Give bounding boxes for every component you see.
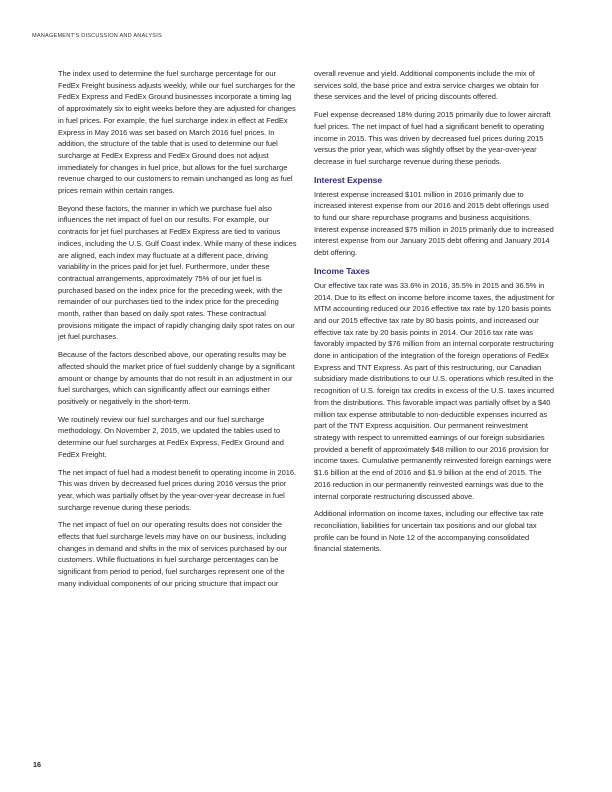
paragraph-fuel-expense-2015: Fuel expense decreased 18% during 2015 primarily due to lower aircraft fuel prices. The net impact of fuel had a significant benefit to operating income in 2015. This was driven by decreased fuel prices during 2015 versus the prior year, which was slightly offset by the year-over-year decrease in fuel surcharge revenue during these periods.: [314, 110, 551, 166]
paragraph-surcharge-review: We routinely review our fuel surcharges and our fuel surcharge methodology. On November 2, 2015, we updated the tables used to determine our fuel surcharges at FedEx Express, FedEx Ground and FedEx Freight.: [58, 414, 284, 459]
heading-income-taxes: Income Taxes: [314, 265, 370, 276]
left-column: [58, 68, 297, 596]
paragraph-interest-expense: Interest expense increased $101 million in 2016 primarily due to increased interest expense from our 2016 and 2015 debt offerings used to fund our share repurchase programs and business acquisitions. Interest expense increased $75 million in 2015 primarily due to increased interest expense from our January 2015 debt offering and January 2014 debt offering.: [314, 189, 554, 258]
heading-interest-expense: Interest Expense: [314, 174, 383, 185]
paragraph-additional-tax-info: Additional information on income taxes, including our effective tax rate reconciliation, liabilities for uncertain tax positions and our global tax profile can be found in Note 12 of the accompanying consolidated financial statements.: [314, 509, 544, 554]
paragraph-net-impact-2016: The net impact of fuel had a modest benefit to operating income in 2016. This was driven by decreased fuel prices during 2016 versus the prior year, which was partially offset by the year-over-year decrease in fuel surcharge revenue during these periods.: [58, 467, 297, 512]
paragraph-fuel-purchasing: Beyond these factors, the manner in which we purchase fuel also influences the net impact of fuel on our results. For example, our contracts for jet fuel purchases at FedEx Express are tied to various indices, including the U.S. Gulf Coast index. While many of these indices are aligned, each index may fluctuate at a different pace, driving variability in the prices paid for jet fuel. Furthermore, under these contractual arrangements, approximately 75% of our jet fuel is purchased based on the index price for the preceding week, with the remainder of our purchases tied to the index price for the preceding month, rather than based on daily spot rates. These contractual provisions mitigate the impact of rapidly changing daily spot rates on our jet fuel purchases.: [58, 203, 297, 342]
paragraph-fuel-index: The index used to determine the fuel surcharge percentage for our FedEx Freight business adjusts weekly, while our fuel surcharges for the FedEx Express and FedEx Ground businesses incorporate a timing lag of approximately six to eight weeks before they are adjusted for changes in fuel prices. For example, the fuel surcharge index in effect at FedEx Express in May 2016 was set based on March 2016 fuel prices. In addition, the structure of the table that is used to determine our fuel surcharge at FedEx Express and FedEx Ground does not adjust immediately for changes in fuel price, but allows for the fuel surcharge revenue charged to our customers to remain unchanged as long as fuel prices remain within certain ranges.: [58, 69, 296, 196]
section-header: MANAGEMENT’S DISCUSSION AND ANALYSIS: [32, 33, 162, 39]
paragraph-revenue-yield: overall revenue and yield. Additional components include the mix of services sold, the base price and extra service charges we obtain for these services and the level of pricing discounts offered.: [314, 69, 539, 102]
paragraph-operating-results: Because of the factors described above, our operating results may be affected should the market price of fuel suddenly change by a significant amount or change by amounts that do not result in an adjustment in our fuel surcharges, which can significantly affect our earnings either positively or negatively in the short-term.: [58, 350, 295, 406]
paragraph-net-impact-effects: The net impact of fuel on our operating results does not consider the effects that fuel surcharge levels may have on our business, including changes in demand and shifts in the mix of services purchased by our customers. While fluctuations in fuel surcharge percentages can be significant from period to period, fuel surcharges represent one of the many individual components of our pricing structure that impact our: [58, 520, 288, 588]
paragraph-effective-tax-rate: Our effective tax rate was 33.6% in 2016, 35.5% in 2015 and 36.5% in 2014. Due to its effect on income before income taxes, the adjustment for MTM accounting reduced our 2016 effective tax rate by 120 basis points and our 2015 effective tax rate by 80 basis points, and increased our effective tax rate by 20 basis points in 2014. Our 2016 tax rate was favorably impacted by $76 million from an internal corporate restructuring done in anticipation of the integration of the foreign operations of FedEx Express and TNT Express. As part of this restructuring, our Canadian subsidiary made distributions to our U.S. operations which resulted in the recognition of U.S. foreign tax credits in excess of the U.S. taxes incurred from the distributions. This favorable impact was partially offset by a $40 million tax expense attributable to non-deductible expenses incurred as part of the TNT Express acquisition. Our permanent reinvestment strategy with respect to unremitted earnings of our foreign subsidiaries provided a benefit of approximately $48 million to our 2016 provision for income taxes. Cumulative permanently reinvested foreign earnings were $1.6 billion at the end of 2016 and $1.9 billion at the end of 2015. The 2016 reduction in our permanently reinvested earnings was due to the internal corporate restructuring discussed above.: [314, 280, 555, 501]
right-column: [314, 68, 555, 561]
page-number: 16: [33, 760, 41, 769]
